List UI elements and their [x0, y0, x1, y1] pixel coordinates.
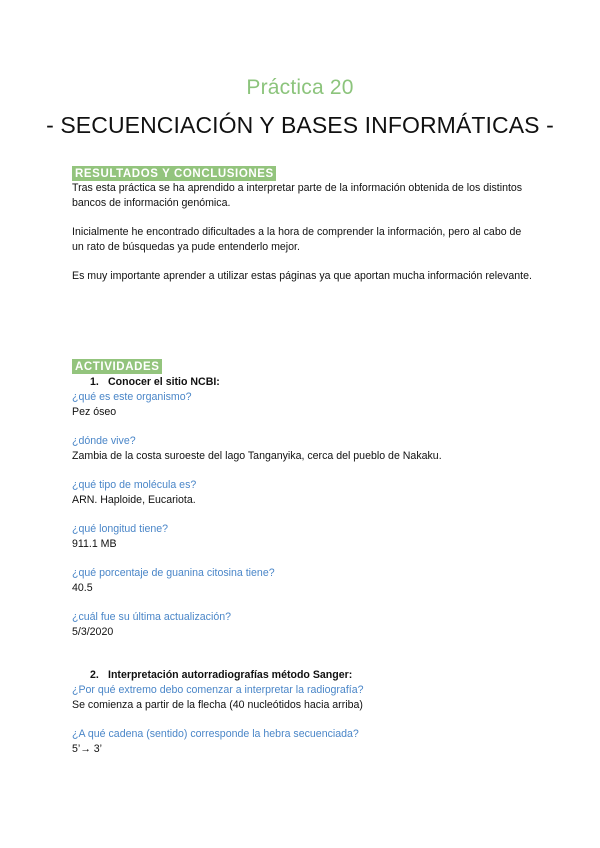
activity-heading: [90, 375, 220, 389]
question: ¿A qué cadena (sentido) corresponde la hebra secuenciada?: [72, 728, 359, 740]
paragraph: Inicialmente he encontrado dificultades a la hora de comprender la información, pero al cabo de un rato de búsquedas ya pude entenderlo mejor.: [72, 226, 522, 253]
answer: 5’→ 3’: [72, 743, 103, 755]
answer: Se comienza a partir de la flecha (40 nucleótidos hacia arriba): [72, 699, 363, 711]
answer: Zambia de la costa suroeste del lago Tanganyika, cerca del pueblo de Nakaku.: [72, 450, 442, 462]
question: ¿Por qué extremo debo comenzar a interpretar la radiografía?: [72, 684, 364, 696]
answer: 911.1 MB: [72, 538, 117, 550]
paragraph: Es muy importante aprender a utilizar estas páginas ya que aportan mucha información relevante.: [72, 270, 532, 282]
question: ¿qué es este organismo?: [72, 391, 192, 403]
question: ¿qué porcentaje de guanina citosina tiene?: [72, 567, 275, 579]
document-title: - SECUENCIACIÓN Y BASES INFORMÁTICAS -: [46, 112, 554, 138]
question: ¿qué tipo de molécula es?: [72, 479, 197, 491]
activity-title: Conocer el sitio NCBI:: [108, 376, 220, 388]
activity-heading: [90, 668, 352, 682]
answer: ARN. Haploide, Eucariota.: [72, 494, 196, 506]
question: ¿qué longitud tiene?: [72, 523, 169, 535]
section-heading-actividades: ACTIVIDADES: [72, 359, 162, 374]
practice-number: Práctica 20: [246, 76, 354, 99]
activity-number: 1.: [90, 376, 99, 388]
section-heading-resultados: RESULTADOS Y CONCLUSIONES: [72, 166, 276, 181]
paragraph: Tras esta práctica se ha aprendido a interpretar parte de la información obtenida de los distintos bancos de información genómica.: [72, 182, 523, 209]
answer: Pez óseo: [72, 406, 117, 418]
answer: 40.5: [72, 582, 93, 594]
question: ¿dónde vive?: [72, 435, 136, 447]
answer: 5/3/2020: [72, 626, 114, 638]
activity-number: 2.: [90, 669, 99, 681]
activity-title: Interpretación autorradiografías método Sanger:: [108, 669, 353, 681]
question: ¿cuál fue su última actualización?: [72, 611, 231, 623]
